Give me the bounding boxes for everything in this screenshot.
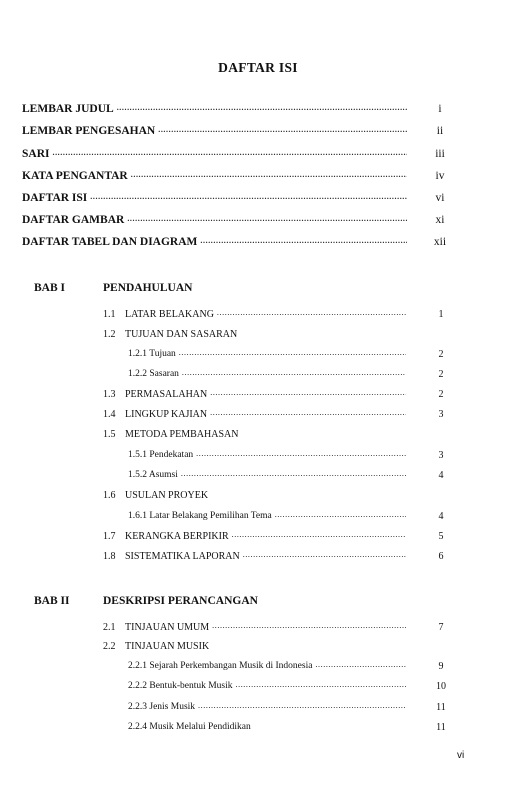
toc-page-number: 2 — [438, 349, 444, 360]
toc-page-number: 2 — [438, 369, 444, 380]
toc-entry: DAFTAR TABEL DAN DIAGRAM ..... — [22, 236, 410, 248]
toc-page-number: i — [438, 103, 442, 115]
toc-entry: LEMBAR JUDUL ..... — [22, 103, 410, 115]
toc-entry: 1.2.1 Tujuan ..... — [128, 349, 409, 360]
toc-page-number: 9 — [438, 661, 444, 672]
toc-page-number: 2 — [438, 389, 444, 400]
toc-entry: 1.3 PERMASALAHAN ..... — [103, 389, 409, 400]
toc-page-number: 4 — [438, 470, 444, 481]
chapter-title: PENDAHULUAN — [103, 282, 193, 294]
toc-entry: 1.6 USULAN PROYEK — [103, 490, 209, 501]
toc-page-number: 11 — [436, 722, 446, 733]
toc-entry: 2.2 TINJAUAN MUSIK — [103, 641, 210, 652]
toc-page-number: 5 — [438, 531, 444, 542]
toc-entry: 1.5 METODA PEMBAHASAN — [103, 429, 239, 440]
toc-entry: 1.8 SISTEMATIKA LAPORAN ..... — [103, 551, 409, 562]
toc-entry: SARI ..... — [22, 148, 410, 160]
toc-entry: 1.2.2 Sasaran ..... — [128, 369, 409, 380]
toc-entry: 2.2.4 Musik Melalui Pendidikan — [128, 722, 251, 732]
toc-entry: 1.5.2 Asumsi ..... — [128, 470, 409, 481]
toc-entry: 1.4 LINGKUP KAJIAN ..... — [103, 409, 409, 420]
toc-entry: 1.2 TUJUAN DAN SASARAN — [103, 329, 238, 340]
toc-page-number: 3 — [438, 409, 444, 420]
toc-entry: DAFTAR GAMBAR ..... — [22, 214, 410, 226]
toc-entry: 2.2.3 Jenis Musik ..... — [128, 702, 409, 713]
toc-page-number: 6 — [438, 551, 444, 562]
toc-page-number: 1 — [438, 309, 444, 320]
toc-entry: KATA PENGANTAR ..... — [22, 170, 410, 182]
toc-entry: 1.1 LATAR BELAKANG ..... — [103, 309, 409, 320]
toc-entry: 1.5.1 Pendekatan ..... — [128, 450, 409, 461]
toc-page-number: xi — [435, 214, 445, 226]
toc-entry: 2.2.2 Bentuk-bentuk Musik ..... — [128, 681, 409, 692]
chapter-number: BAB I — [34, 282, 65, 294]
toc-page-number: xii — [433, 236, 447, 248]
toc-entry: 1.7 KERANGKA BERPIKIR ..... — [103, 531, 409, 542]
page-title: DAFTAR ISI — [218, 60, 298, 75]
toc-entry: LEMBAR PENGESAHAN ..... — [22, 125, 410, 137]
toc-page-number: iv — [435, 170, 445, 182]
toc-page-number: iii — [435, 148, 445, 160]
toc-page-number: vi — [435, 192, 445, 204]
chapter-number: BAB II — [34, 595, 70, 607]
toc-entry: DAFTAR ISI ..... — [22, 192, 410, 204]
toc-page-number: 4 — [438, 511, 444, 522]
toc-page-number: 11 — [436, 702, 446, 713]
toc-entry: 2.1 TINJAUAN UMUM ..... — [103, 622, 409, 633]
toc-page-number: ii — [436, 125, 444, 137]
chapter-title: DESKRIPSI PERANCANGAN — [103, 595, 258, 607]
toc-entry: 1.6.1 Latar Belakang Pemilihan Tema ..... — [128, 511, 409, 522]
footer-page-number: vi — [457, 750, 465, 761]
toc-page-number: 3 — [438, 450, 444, 461]
toc-page-number: 7 — [438, 622, 444, 633]
toc-entry: 2.2.1 Sejarah Perkembangan Musik di Indonesia ..... — [128, 661, 409, 672]
toc-page-number: 10 — [436, 681, 446, 692]
